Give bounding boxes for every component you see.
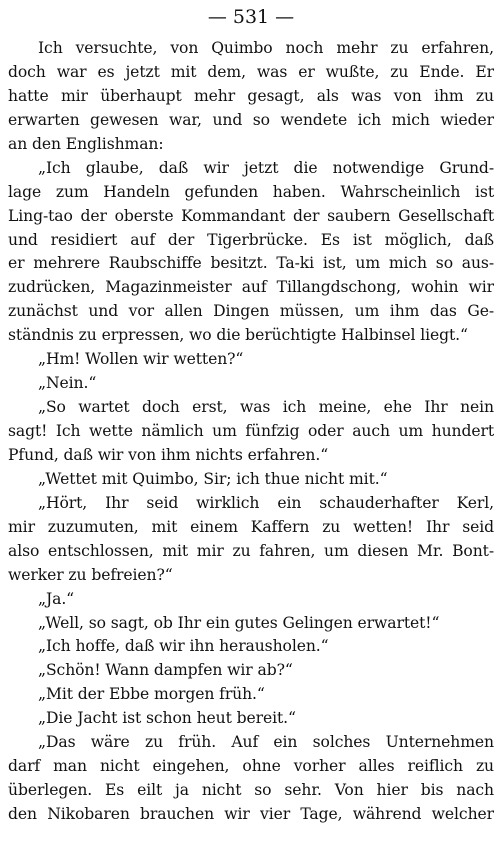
text-line: werker zu befreien?“	[8, 565, 173, 584]
body-text	[8, 37, 494, 827]
text-line: „Ich hoffe, daß wir ihn herausholen.“	[38, 637, 329, 656]
text-line: doch war es jetzt mit dem, was er wußte, zu Ende. Er	[8, 62, 494, 81]
text-line: also entschlossen, mit mir zu fahren, um diesen Mr. Bont-	[8, 541, 494, 560]
text-line: darf man nicht eingehen, ohne vorher alles reiflich zu	[8, 757, 494, 776]
text-line: und residiert auf der Tigerbrücke. Es ist möglich, daß	[8, 230, 494, 249]
text-line: „Wettet mit Quimbo, Sir; ich thue nicht mit.“	[38, 469, 388, 488]
text-line: „Nein.“	[38, 374, 97, 393]
text-line: lage zum Handeln gefunden haben. Wahrscheinlich ist	[8, 182, 494, 201]
page-number: — 531 —	[207, 6, 295, 28]
text-line: „Die Jacht ist schon heut bereit.“	[38, 709, 296, 728]
text-line: „So wartet doch erst, was ich meine, ehe Ihr nein	[38, 398, 494, 417]
text-line: „Schön! Wann dampfen wir ab?“	[38, 661, 293, 680]
text-line: mir zuzumuten, mit einem Kaffern zu wetten! Ihr seid	[8, 517, 494, 536]
text-line: er mehrere Raubschiffe besitzt. Ta-ki ist, um mich so aus-	[8, 254, 494, 273]
text-line: „Ich glaube, daß wir jetzt die notwendige Grund-	[38, 158, 494, 177]
text-line: „Mit der Ebbe morgen früh.“	[38, 685, 265, 704]
text-line: „Ja.“	[38, 589, 75, 608]
text-line: Ling-tao der oberste Kommandant der saubern Gesellschaft	[8, 206, 494, 225]
text-line: überlegen. Es eilt ja nicht so sehr. Von hier bis nach	[8, 781, 494, 800]
text-line: hatte mir überhaupt mehr gesagt, als was von ihm zu	[8, 86, 494, 105]
text-line: Ich versuchte, von Quimbo noch mehr zu erfahren,	[38, 39, 494, 57]
text-line: erwarten gewesen war, und so wendete ich mich wieder	[8, 110, 494, 129]
text-line: an den Englishman:	[8, 134, 164, 153]
text-line: zudrücken, Magazinmeister auf Tillangdschong, wohin wir	[8, 278, 494, 297]
text-line: zunächst und vor allen Dingen müssen, um ihm das Ge-	[8, 302, 494, 321]
text-line: ständnis zu erpressen, wo die berüchtigte Halbinsel liegt.“	[8, 326, 468, 345]
text-line: Pfund, daß wir von ihm nichts erfahren.“	[8, 445, 329, 464]
text-line: den Nikobaren brauchen wir vier Tage, während welcher	[8, 805, 494, 823]
text-line: „Hört, Ihr seid wirklich ein schauderhafter Kerl,	[38, 493, 494, 512]
text-line: „Well, so sagt, ob Ihr ein gutes Gelingen erwartet!“	[38, 613, 440, 632]
text-line: „Hm! Wollen wir wetten?“	[38, 350, 244, 369]
text-line: sagt! Ich wette nämlich um fünfzig oder auch um hundert	[8, 422, 494, 440]
text-line: „Das wäre zu früh. Auf ein solches Unternehmen	[38, 733, 494, 752]
